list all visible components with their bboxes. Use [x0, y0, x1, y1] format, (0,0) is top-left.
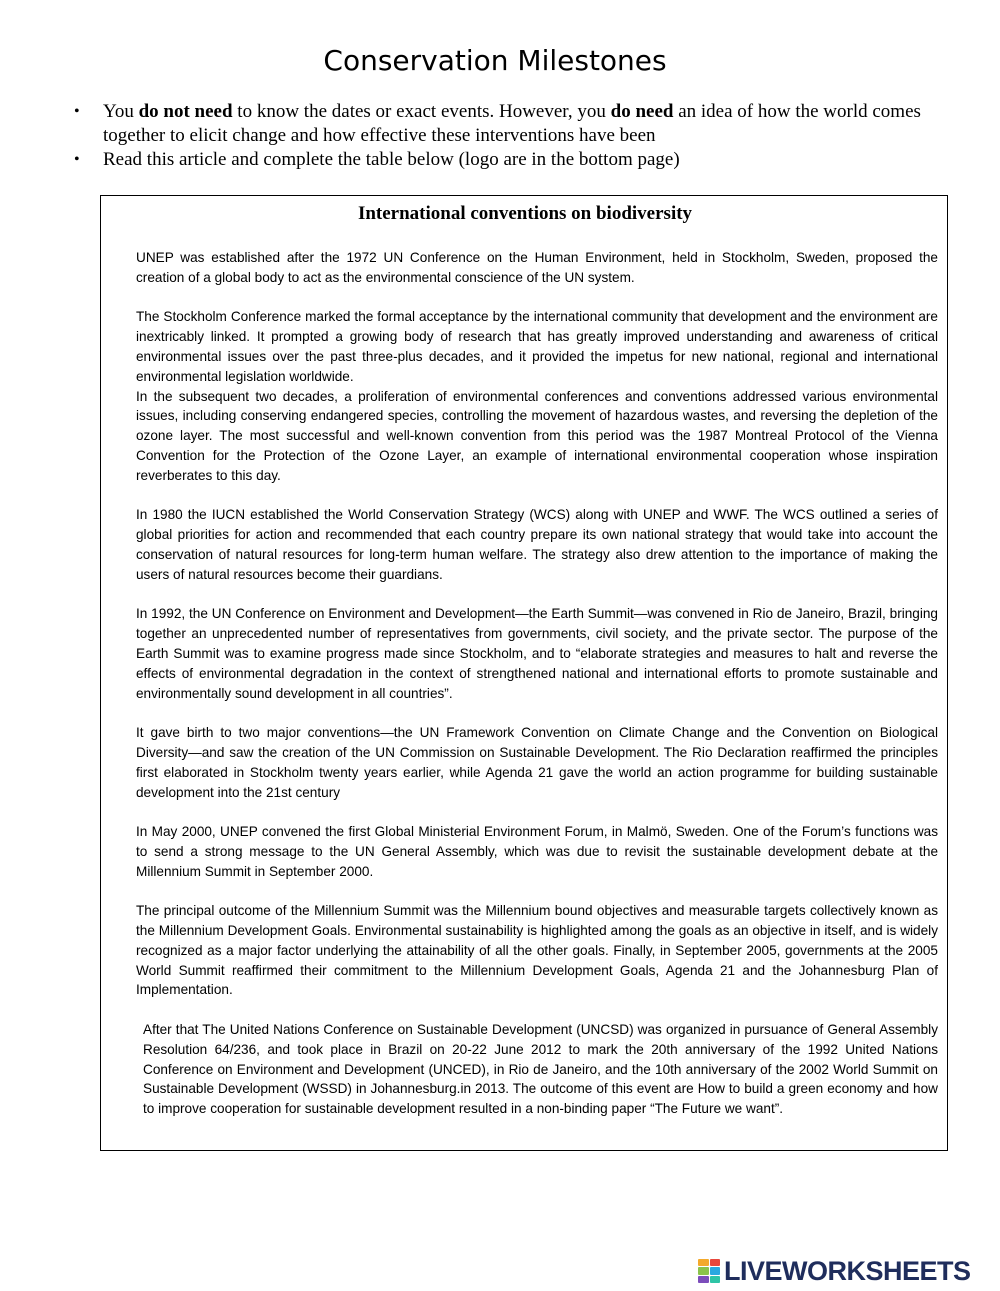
- article-body: [136, 248, 938, 1119]
- article-paragraph: In the subsequent two decades, a proliferation of environmental conferences and conventions addressed various environmental issues, including conserving endangered species, controlling the movement of hazardous wastes, and reversing the depletion of the ozone layer. The most successful and well-known convention from this period was the 1987 Montreal Protocol of the Vienna Convention for the Protection of the Ozone Layer, an example of international environmental cooperation whose inspiration reverberates to this day.: [136, 388, 938, 483]
- instruction-text: to know the dates or exact events. However, you: [232, 101, 611, 122]
- article-paragraph: The Stockholm Conference marked the formal acceptance by the international community that development and the environment are inextricably linked. It prompted a growing body of research that has greatly improved understanding and awareness of critical environmental issues over the past three-plus decades, and it provided the impetus for new national, regional and international environmental legislation worldwide.: [136, 309, 938, 384]
- article-paragraph: It gave birth to two major conventions—the UN Framework Convention on Climate Change and the Convention on Biological Diversity—and saw the creation of the UN Commission on Sustainable Development. The Rio Declaration reaffirmed the principles first elaborated in Stockholm twenty years earlier, while Agenda 21 gave the world an action programme for building sustainable development into the 21st century: [136, 725, 938, 800]
- bullet-icon: •: [74, 103, 80, 120]
- emphasis-text: do need: [610, 101, 674, 122]
- article-heading: International conventions on biodiversity: [357, 203, 693, 224]
- logo-tile: [698, 1276, 709, 1283]
- article-paragraph: In 1992, the UN Conference on Environment and Development—the Earth Summit—was convened in Rio de Janeiro, Brazil, bringing together an unprecedented number of representatives from governments, civil society, and the private sector. The purpose of the Earth Summit was to examine progress made since Stockholm, and to “elaborate strategies and measures to halt and reverse the effects of environmental degradation in the context of strengthened national and international efforts to promote sustainable and environmentally sound development in all countries”.: [136, 606, 938, 701]
- bullet-icon: •: [74, 151, 80, 168]
- article-paragraph: After that The United Nations Conference on Sustainable Development (UNCSD) was organized in pursuance of General Assembly Resolution 64/236, and took place in Brazil on 20-22 June 2012 to mark the 20th anniversary of the 1992 United Nations Conference on Environment and Development (UNCED), in Rio de Janeiro, and the 10th anniversary of the 2002 World Summit on Sustainable Development (WSSD) in Johannesburg.in 2013. The outcome of this event are How to build a green economy and how to improve cooperation for sustainable development resulted in a non-binding paper “The Future we want”.: [143, 1022, 938, 1117]
- article-box: [100, 195, 948, 1151]
- article-paragraph: UNEP was established after the 1972 UN Conference on the Human Environment, held in Stockholm, Sweden, proposed the creation of a global body to act as the environmental conscience of the UN system.: [136, 250, 938, 285]
- logo-tile: [710, 1276, 721, 1283]
- logo-text: LIVEWORKSHEETS: [724, 1255, 971, 1286]
- instruction-text: an idea of how the world comes together to elicit change and how effective these interventions have been: [103, 101, 921, 146]
- instruction-item: [62, 148, 942, 172]
- logo-tile: [698, 1267, 709, 1274]
- logo-tile: [698, 1259, 709, 1266]
- instruction-text: Read this article and complete the table below (logo are in the bottom page): [103, 149, 680, 170]
- article-paragraph: In 1980 the IUCN established the World Conservation Strategy (WCS) along with UNEP and WWF. The WCS outlined a series of global priorities for action and recommended that each country prepare its own national strategy that would take into account the conservation of natural resources for long-term human welfare. The strategy also drew attention to the importance of making the users of natural resources become their guardians.: [136, 507, 938, 582]
- instruction-text: You: [103, 101, 139, 122]
- instruction-list: [62, 100, 942, 172]
- logo-tile: [710, 1259, 721, 1266]
- article-paragraph: In May 2000, UNEP convened the first Global Ministerial Environment Forum, in Malmö, Sweden. One of the Forum’s functions was to send a strong message to the UN General Assembly, which was due to revisit the sustainable development debate at the Millennium Summit in September 2000.: [136, 824, 938, 879]
- logo-tile: [710, 1267, 721, 1274]
- article-paragraph: The principal outcome of the Millennium Summit was the Millennium bound objectives and measurable targets collectively known as the Millennium Development Goals. Environmental sustainability is highlighted among the goals as an objective in itself, and is widely recognized as a major factor underlying the attainability of all the other goals. Finally, in September 2005, governments at the 2005 World Summit reaffirmed their commitment to the Millennium Development Goals, Agenda 21 and the Johannesburg Plan of Implementation.: [136, 903, 938, 998]
- liveworksheets-logo[interactable]: [698, 1256, 971, 1286]
- instruction-item: [62, 100, 942, 148]
- liveworksheets-logo-icon: [698, 1259, 720, 1283]
- emphasis-text: do not need: [138, 101, 233, 122]
- page-title: Conservation Milestones: [323, 44, 667, 77]
